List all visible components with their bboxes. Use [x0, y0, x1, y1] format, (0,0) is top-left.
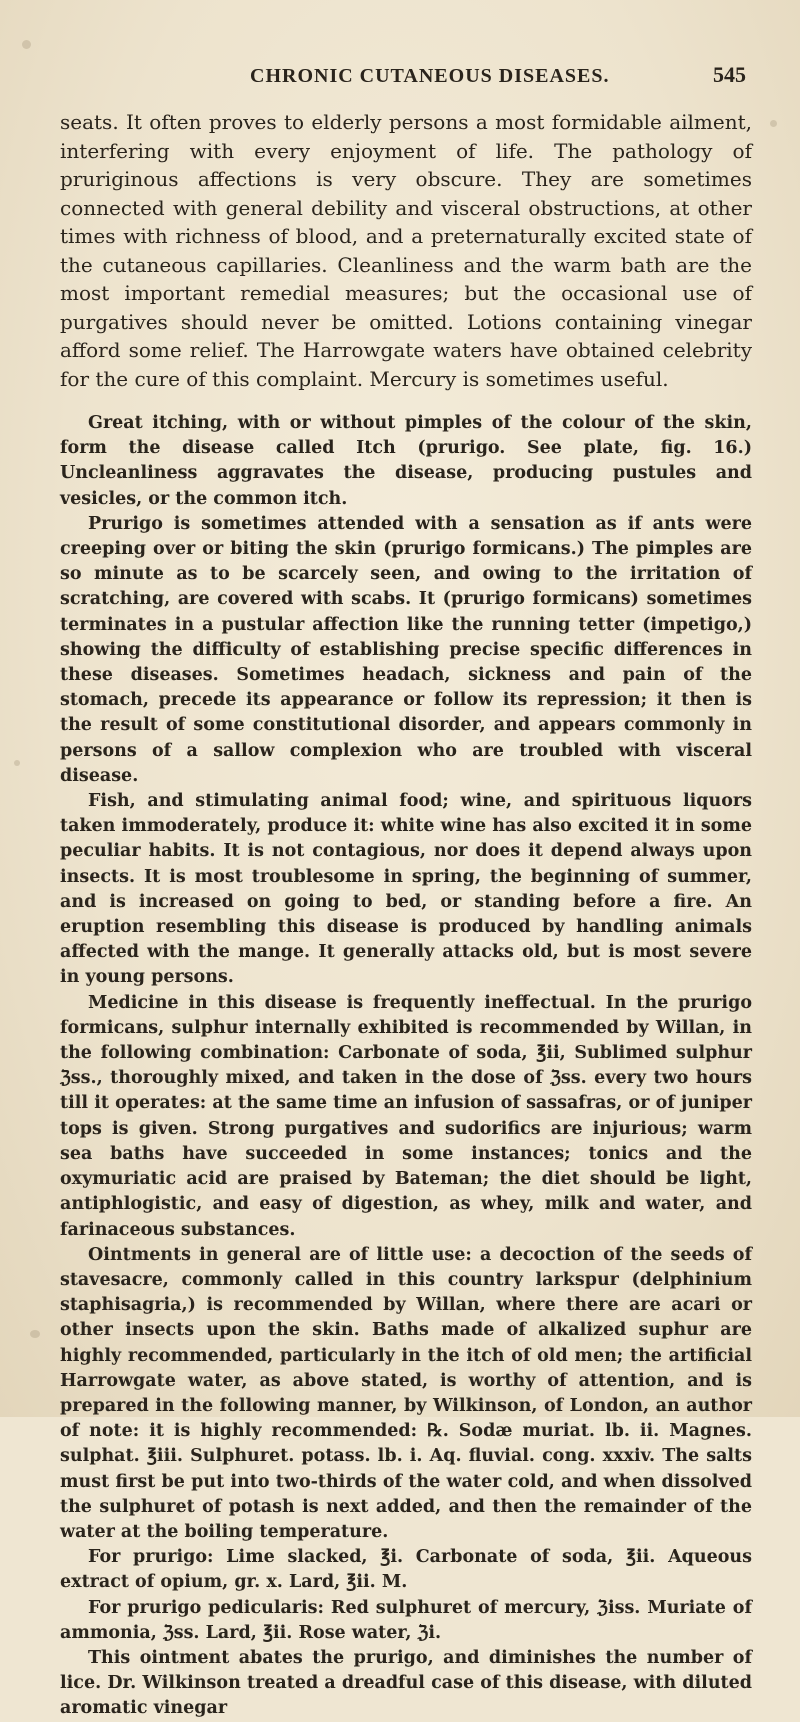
recipe-paragraph: For prurigo pedicularis: Red sulphuret of mercury, ℨiss. Muriate of ammonia, ℨss. Lard, ℥ii. Rose water, ℨi. [60, 1597, 752, 1643]
paper-speck [14, 760, 20, 766]
running-head: CHRONIC CUTANEOUS DISEASES. [250, 65, 610, 87]
paper-speck [22, 40, 31, 49]
paragraph: Great itching, with or without pimples of the colour of the skin, form the disease called Itch (prurigo. See plate, fig. 16.) Uncleanliness aggravates the disease, producing pustules and vesicles, or the common itch. [60, 413, 752, 509]
paragraph-continuation: seats. It often proves to elderly persons a most formidable ailment, interfering with every enjoyment of life. The pathology of pruriginous affections is very obscure. They are sometimes connected with general debility and visceral obstructions, at other times with richness of blood, and a preternaturally excited state of the cutaneous capillaries. Cleanliness and the warm bath are the most important remedial measures; but the occasional use of purgatives should never be omitted. Lotions containing vinegar afford some relief. The Harrowgate waters have obtained celebrity for the cure of this complaint. Mercury is sometimes useful. [60, 110, 752, 391]
page-number: 545 [713, 62, 746, 87]
paragraph: Fish, and stimulating animal food; wine, and spirituous liquors taken immoderately, produce it: white wine has also excited it in some peculiar habits. It is not contagious, nor does it depend always upon insects. It is most troublesome in spring, the beginning of summer, and is increased on going to bed, or standing before a fire. An eruption resembling this disease is produced by handling animals affected with the mange. It generally attacks old, but is most severe in young persons. [60, 791, 752, 988]
paragraph: This ointment abates the prurigo, and diminishes the number of lice. Dr. Wilkinson treated a dreadful case of this disease, with diluted aromatic vinegar [60, 1647, 752, 1719]
paragraph: Prurigo is sometimes attended with a sensation as if ants were creeping over or biting the skin (prurigo formicans.) The pimples are so minute as to be scarcely seen, and owing to the irritation of scratching, are covered with scabs. It (prurigo formicans) sometimes terminates in a pustular affection like the running tetter (impetigo,) showing the difficulty of establishing precise specific differences in these diseases. Sometimes headach, sickness and pain of the stomach, precede its appearance or follow its repression; it then is the result of some constitutional disorder, and appears commonly in persons of a sallow complexion who are troubled with visceral disease. [60, 513, 752, 786]
paper-speck [770, 120, 777, 127]
recipe-paragraph: For prurigo: Lime slacked, ℥i. Carbonate of soda, ℥ii. Aqueous extract of opium, gr. x. Lard, ℥ii. M. [60, 1547, 752, 1593]
page-header [60, 62, 752, 98]
paragraph: Medicine in this disease is frequently ineffectual. In the prurigo formicans, sulphur internally exhibited is recommended by Willan, in the following combination: Carbonate of soda, ℥ii, Sublimed sulphur ℨss., thoroughly mixed, and taken in the dose of ℨss. every two hours till it operates: at the same time an infusion of sassafras, or of juniper tops is given. Strong purgatives and sudorifics are injurious; warm sea baths have succeeded in some instances; tonics and the oxymuriatic acid are praised by Bateman; the diet should be light, antiphlogistic, and easy of digestion, as whey, milk and water, and farinaceous substances. [60, 992, 752, 1240]
paragraph: Ointments in general are of little use: a decoction of the seeds of stavesacre, commonly called in this country larkspur (delphinium staphisagria,) is recommended by Willan, where there are acari or other insects upon the skin. Baths made of alkalized suphur are highly recommended, particularly in the itch of old men; the artificial Harrowgate water, as above stated, is worthy of attention, and is prepared in the following manner, by Wilkinson, of London, an author of note: it is highly recommended: ℞. Sodæ muriat. lb. ii. Magnes. sulphat. ℥iii. Sulphuret. potass. lb. i. Aq. fluvial. cong. xxxiv. The salts must first be put into two-thirds of the water cold, and when dissolved the sulphuret of potash is next added, and then the remainder of the water at the boiling temperature. [60, 1244, 752, 1542]
paper-speck [30, 1330, 40, 1338]
